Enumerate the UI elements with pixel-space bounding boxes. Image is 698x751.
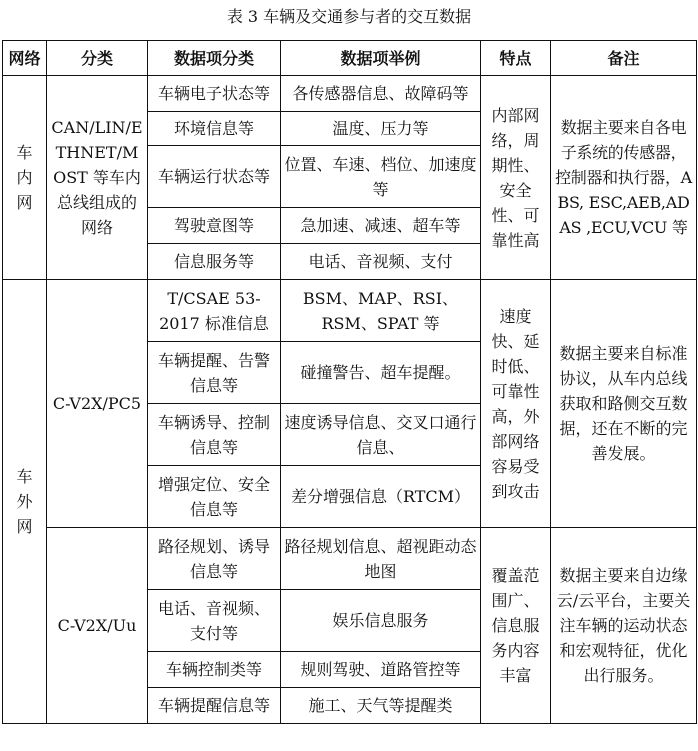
item-cell: 车辆控制类等 xyxy=(148,652,281,688)
example-cell: BSM、MAP、RSI、RSM、SPAT 等 xyxy=(281,280,481,342)
item-cell: 电话、音视频、支付等 xyxy=(148,590,281,652)
example-cell: 位置、车速、档位、加速度等 xyxy=(281,146,481,208)
item-cell: 增强定位、安全信息等 xyxy=(148,466,281,528)
example-cell: 碰撞警告、超车提醒。 xyxy=(281,342,481,404)
header-item-category: 数据项分类 xyxy=(148,41,281,76)
item-cell: 车辆运行状态等 xyxy=(148,146,281,208)
item-cell: 车辆诱导、控制信息等 xyxy=(148,404,281,466)
example-cell: 娱乐信息服务 xyxy=(281,590,481,652)
item-cell: 车辆电子状态等 xyxy=(148,76,281,112)
network-cell: 车外网 xyxy=(3,280,47,724)
header-category: 分类 xyxy=(47,41,148,76)
item-cell: T/CSAE 53-2017 标准信息 xyxy=(148,280,281,342)
table-row xyxy=(3,280,697,342)
note-cell: 数据主要来自标准协议，从车内总线获取和路侧交互数据，还在不断的完善发展。 xyxy=(551,280,697,528)
item-cell: 车辆提醒信息等 xyxy=(148,688,281,724)
example-cell: 电话、音视频、支付 xyxy=(281,244,481,280)
item-cell: 车辆提醒、告警信息等 xyxy=(148,342,281,404)
example-cell: 差分增强信息（RTCM） xyxy=(281,466,481,528)
note-cell: 数据主要来自边缘云/云平台，主要关注车辆的运动状态和宏观特征，优化出行服务。 xyxy=(551,528,697,724)
example-cell: 规则驾驶、道路管控等 xyxy=(281,652,481,688)
item-cell: 路径规划、诱导信息等 xyxy=(148,528,281,590)
example-cell: 速度诱导信息、交叉口通行信息、 xyxy=(281,404,481,466)
header-row xyxy=(3,41,697,76)
header-note: 备注 xyxy=(551,41,697,76)
header-item-example: 数据项举例 xyxy=(281,41,481,76)
example-cell: 路径规划信息、超视距动态地图 xyxy=(281,528,481,590)
category-cell: C-V2X/Uu xyxy=(47,528,148,724)
item-cell: 信息服务等 xyxy=(148,244,281,280)
table-caption: 表 3 车辆及交通参与者的交互数据 xyxy=(226,7,472,26)
network-cell: 车内网 xyxy=(3,76,47,280)
example-cell: 施工、天气等提醒类 xyxy=(281,688,481,724)
item-cell: 环境信息等 xyxy=(148,112,281,146)
feature-cell: 内部网络，周期性、安全性、可靠性高 xyxy=(481,76,551,280)
example-cell: 温度、压力等 xyxy=(281,112,481,146)
table-row xyxy=(3,528,697,590)
interaction-data-table xyxy=(2,40,697,724)
example-cell: 各传感器信息、故障码等 xyxy=(281,76,481,112)
category-cell: C-V2X/PC5 xyxy=(47,280,148,528)
item-cell: 驾驶意图等 xyxy=(148,208,281,244)
feature-cell: 速度快、延时低、可靠性高，外部网络容易受到攻击 xyxy=(481,280,551,528)
note-cell: 数据主要来自各电子系统的传感器，控制器和执行器，ABS, ESC,AEB,ADAS ,ECU,VCU 等 xyxy=(551,76,697,280)
feature-cell: 覆盖范围广、信息服务内容丰富 xyxy=(481,528,551,724)
table-row xyxy=(3,76,697,112)
example-cell: 急加速、减速、超车等 xyxy=(281,208,481,244)
header-feature: 特点 xyxy=(481,41,551,76)
header-network: 网络 xyxy=(3,41,47,76)
category-cell: CAN/LIN/ETHNET/MOST 等车内总线组成的网络 xyxy=(47,76,148,280)
